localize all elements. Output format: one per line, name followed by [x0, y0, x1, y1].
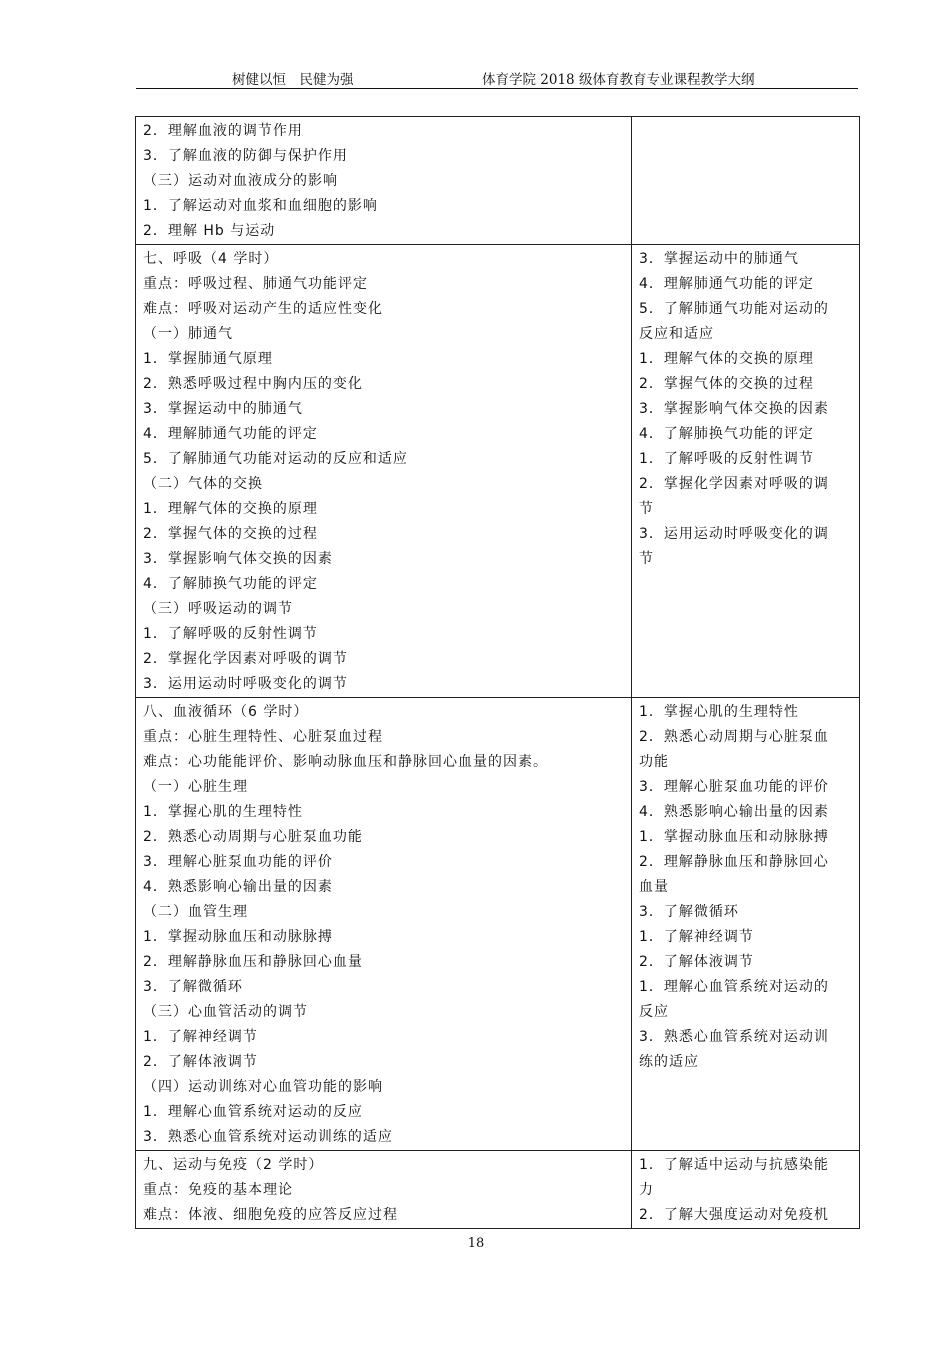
table-row [136, 245, 860, 698]
text-line: 1．掌握动脉血压和动脉脉搏 [639, 829, 829, 845]
table-body [136, 117, 860, 1229]
text-line: 3．掌握影响气体交换的因素 [639, 401, 829, 417]
text-line: 血量 [639, 879, 669, 895]
text-line: （三）运动对血液成分的影响 [143, 173, 338, 189]
text-line: 反应和适应 [639, 326, 714, 342]
table-row [136, 698, 860, 1151]
text-line: 八、血液循环（6 学时） [143, 704, 309, 720]
text-line: 4．理解肺通气功能的评定 [143, 426, 318, 442]
text-line: 1．了解神经调节 [143, 1029, 258, 1045]
text-line: 反应 [639, 1004, 669, 1020]
text-line: 2．掌握气体的交换的过程 [143, 526, 318, 542]
text-line: 3．了解血液的防御与保护作用 [143, 148, 348, 164]
text-line: 3．运用运动时呼吸变化的调 [639, 526, 829, 542]
text-line: 3．理解心脏泵血功能的评价 [639, 779, 829, 795]
text-line: 5．了解肺通气功能对运动的 [639, 301, 829, 317]
text-line: 1．理解心血管系统对运动的 [639, 979, 829, 995]
text-line: 功能 [639, 754, 669, 770]
text-line: 1．掌握动脉血压和动脉脉搏 [143, 929, 333, 945]
text-line: 七、呼吸（4 学时） [143, 251, 279, 267]
objectives-cell [632, 245, 860, 698]
text-line: 节 [639, 501, 654, 517]
text-line: 2．理解静脉血压和静脉回心 [639, 854, 829, 870]
text-line: 1．了解适中运动与抗感染能 [639, 1157, 829, 1173]
text-line: （三）心血管活动的调节 [143, 1004, 308, 1020]
text-line: 5．了解肺通气功能对运动的反应和适应 [143, 451, 408, 467]
header-motto: 树健以恒 民健为强 [232, 72, 354, 88]
text-line: 重点：心脏生理特性、心脏泵血过程 [143, 729, 383, 745]
text-line: 3．掌握影响气体交换的因素 [143, 551, 333, 567]
text-line: 重点：免疫的基本理论 [143, 1182, 293, 1198]
text-line: （二）气体的交换 [143, 476, 263, 492]
text-line: 4．了解肺换气功能的评定 [639, 426, 814, 442]
text-line: 2．了解体液调节 [143, 1054, 258, 1070]
text-line: 2．熟悉心动周期与心脏泵血功能 [143, 829, 363, 845]
text-line: 3．理解心脏泵血功能的评价 [143, 854, 333, 870]
text-line: 3．运用运动时呼吸变化的调节 [143, 676, 348, 692]
text-line: 2．熟悉心动周期与心脏泵血 [639, 729, 829, 745]
text-line: 难点：体液、细胞免疫的应答反应过程 [143, 1207, 398, 1223]
header-title: 体育学院 2018 级体育教育专业课程教学大纲 [482, 72, 755, 88]
table-row [136, 117, 860, 245]
text-line: 1．掌握肺通气原理 [143, 351, 273, 367]
text-line: 难点：呼吸对运动产生的适应性变化 [143, 301, 383, 317]
text-line: 3．了解微循环 [639, 904, 739, 920]
text-line: 节 [639, 551, 654, 567]
content-cell [136, 698, 632, 1151]
text-line: 重点：呼吸过程、肺通气功能评定 [143, 276, 368, 292]
text-line: 3．了解微循环 [143, 979, 243, 995]
text-line: 1．理解气体的交换的原理 [639, 351, 814, 367]
objectives-cell [632, 117, 860, 245]
table-row [136, 1151, 860, 1229]
text-line: 1．掌握心肌的生理特性 [143, 804, 303, 820]
text-line: （一）心脏生理 [143, 779, 248, 795]
text-line: 2．掌握化学因素对呼吸的调 [639, 476, 829, 492]
text-line: 2．了解体液调节 [639, 954, 754, 970]
text-line: 1．理解心血管系统对运动的反应 [143, 1104, 363, 1120]
text-line: 3．掌握运动中的肺通气 [639, 251, 799, 267]
text-line: 1．掌握心肌的生理特性 [639, 704, 799, 720]
text-line: 1．了解运动对血浆和血细胞的影响 [143, 198, 378, 214]
text-line: 力 [639, 1182, 654, 1198]
text-line: 1．了解呼吸的反射性调节 [639, 451, 814, 467]
text-line: 九、运动与免疫（2 学时） [143, 1157, 324, 1173]
objectives-cell [632, 698, 860, 1151]
text-line: 4．理解肺通气功能的评定 [639, 276, 814, 292]
text-line: 难点：心功能能评价、影响动脉血压和静脉回心血量的因素。 [143, 754, 548, 770]
text-line: （三）呼吸运动的调节 [143, 601, 293, 617]
content-cell [136, 1151, 632, 1229]
text-line: 2．掌握化学因素对呼吸的调节 [143, 651, 348, 667]
syllabus-table [135, 116, 860, 1229]
text-line: 2．了解大强度运动对免疫机 [639, 1207, 829, 1223]
text-line: 3．熟悉心血管系统对运动训 [639, 1029, 829, 1045]
page-number: 18 [467, 1236, 485, 1251]
text-line: 1．了解神经调节 [639, 929, 754, 945]
text-line: 2．理解静脉血压和静脉回心血量 [143, 954, 363, 970]
text-line: 4．熟悉影响心输出量的因素 [639, 804, 829, 820]
text-line: 4．了解肺换气功能的评定 [143, 576, 318, 592]
text-line: 2．掌握气体的交换的过程 [639, 376, 814, 392]
text-line: 2．理解血液的调节作用 [143, 123, 303, 139]
text-line: 3．熟悉心血管系统对运动训练的适应 [143, 1129, 393, 1145]
content-cell [136, 117, 632, 245]
content-cell [136, 245, 632, 698]
page-header [136, 66, 858, 89]
text-line: （一）肺通气 [143, 326, 233, 342]
objectives-cell [632, 1151, 860, 1229]
text-line: 1．了解呼吸的反射性调节 [143, 626, 318, 642]
text-line: （二）血管生理 [143, 904, 248, 920]
text-line: 3．掌握运动中的肺通气 [143, 401, 303, 417]
text-line: 练的适应 [639, 1054, 699, 1070]
text-line: 2．熟悉呼吸过程中胸内压的变化 [143, 376, 363, 392]
text-line: 1．理解气体的交换的原理 [143, 501, 318, 517]
text-line: （四）运动训练对心血管功能的影响 [143, 1079, 383, 1095]
text-line: 2．理解 Hb 与运动 [143, 223, 276, 239]
text-line: 4．熟悉影响心输出量的因素 [143, 879, 333, 895]
